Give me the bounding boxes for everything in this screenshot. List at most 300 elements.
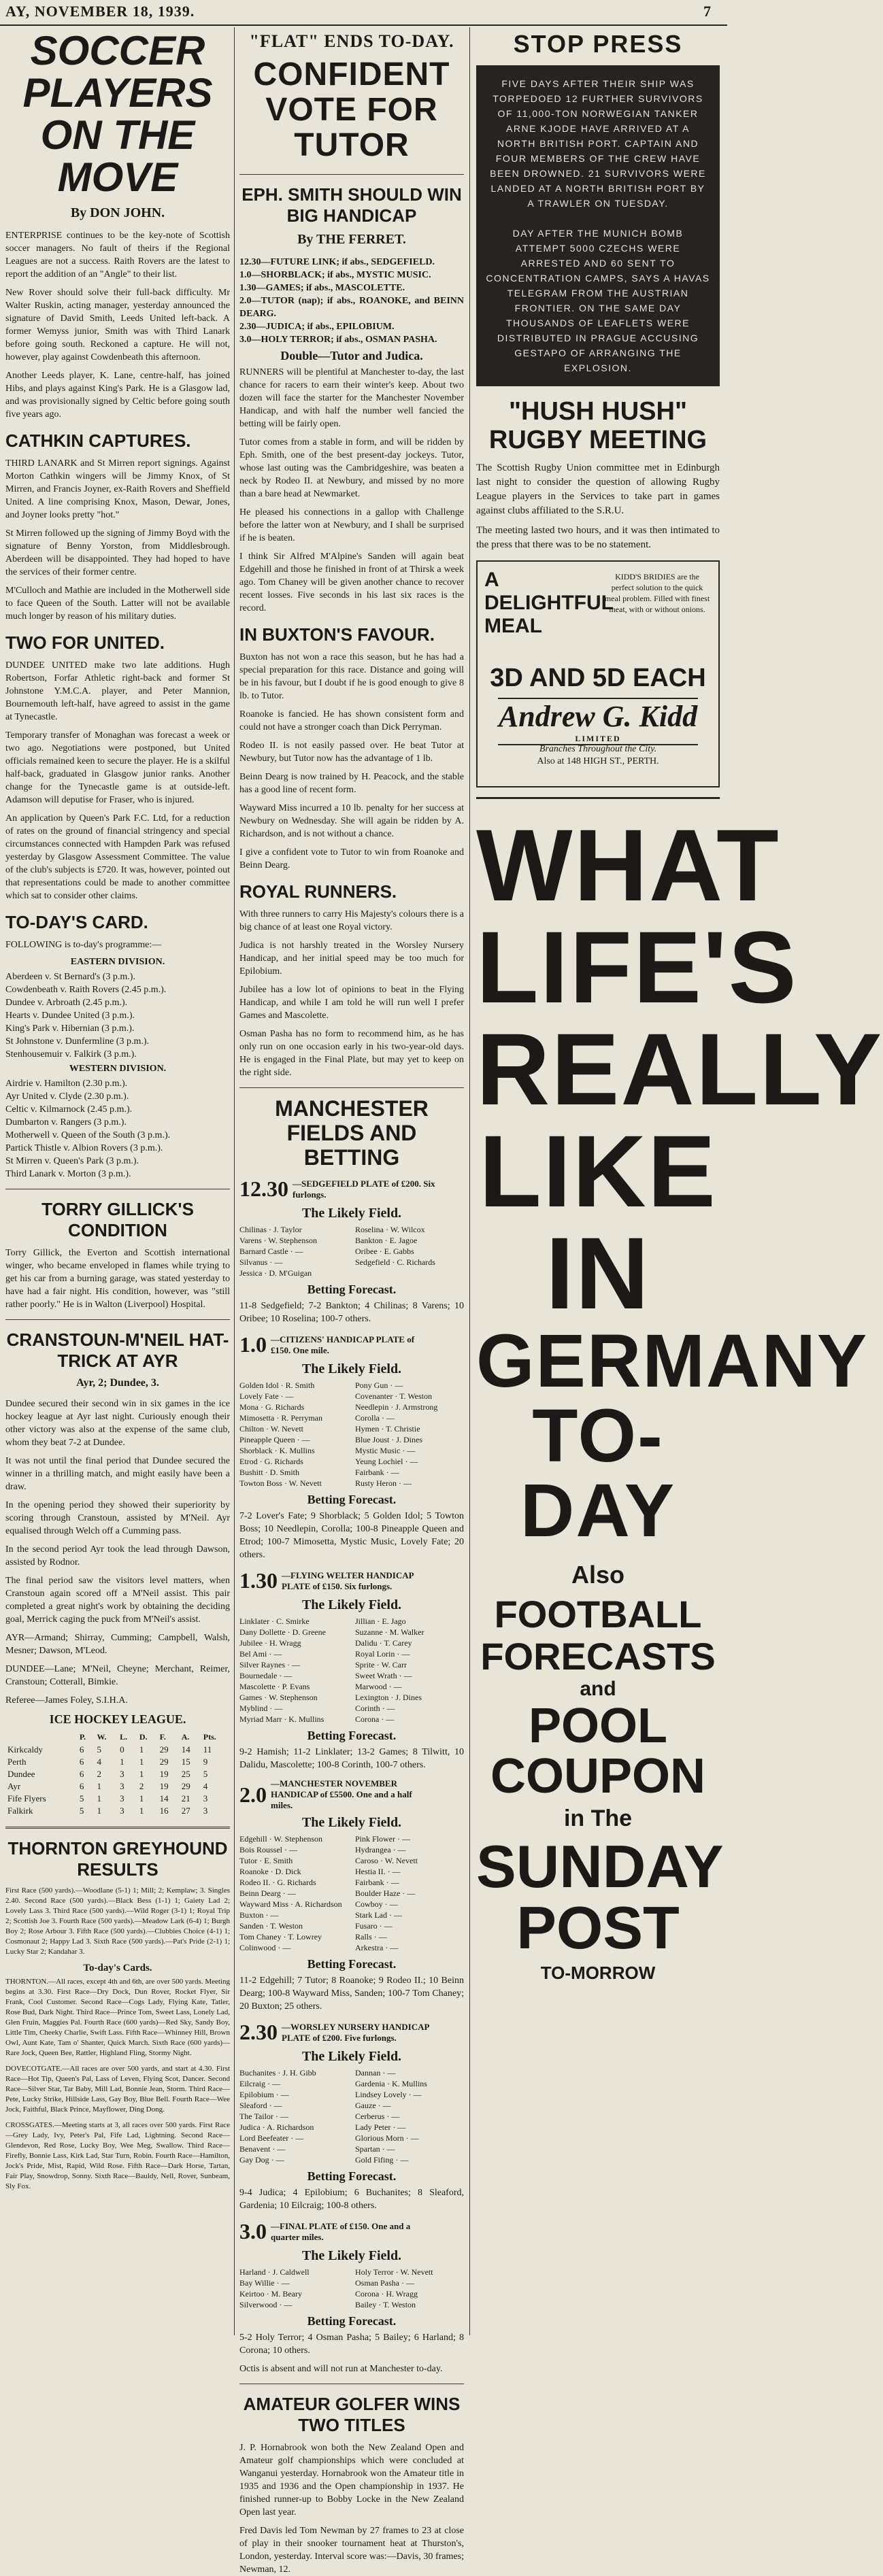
table-cell: Fife Flyers bbox=[7, 1793, 46, 1803]
page-date: AY, NOVEMBER 18, 1939. bbox=[5, 3, 195, 20]
race-time: 12.30 bbox=[239, 1176, 288, 1201]
runner: Epilobium · — bbox=[239, 2090, 289, 2099]
table-row bbox=[5, 1756, 230, 1768]
table-cell: 14 bbox=[159, 1793, 169, 1803]
table-cell: 25 bbox=[181, 1769, 190, 1779]
article-paragraph: New Rover should solve their full-back difficulty. Mr Walter Ruskin, acting manager, yesterday announced the signature of David Smith, Leeds United left-back. A former Wemyss junior, Smith was with Third Lanark before going south. Reckoned a capture. He will not, however, play against Cowdenbeath this afternoon. bbox=[5, 288, 230, 362]
runner: Gay Dog · — bbox=[239, 2155, 284, 2165]
runner: Barnard Castle · — bbox=[239, 1247, 303, 1256]
score-line: Ayr, 2; Dundee, 3. bbox=[76, 1377, 159, 1389]
runner: Blue Joust · J. Dines bbox=[355, 1435, 422, 1444]
selection: 12.30—FUTURE LINK; if abs., SEDGEFIELD. bbox=[239, 257, 435, 267]
fixture: Third Lanark v. Morton (3 p.m.). bbox=[5, 1169, 131, 1179]
runner: Harland · J. Caldwell bbox=[239, 2267, 310, 2277]
headline-manchester: MANCHESTER FIELDS AND BETTING bbox=[275, 1096, 429, 1170]
runner: Hymen · T. Christie bbox=[355, 1424, 420, 1434]
article-paragraph: The meeting lasted two hours, and it was then intimated to the press that there was to be no statement. bbox=[476, 525, 720, 550]
race-header bbox=[239, 2020, 464, 2045]
article-paragraph: Buxton has not won a race this season, but he has had a special preparation for this race. Distance and going will be in his favour, but I doubt if he is good enough to give 8 lb. to Tutor. bbox=[239, 652, 464, 701]
runner: Sweet Wrath · — bbox=[355, 1671, 412, 1680]
runner-list bbox=[239, 2267, 464, 2310]
betting-forecast-label: Betting Forecast. bbox=[307, 1729, 397, 1742]
article-paragraph: In the second period Ayr took the lead through Dawson, assisted by Rodnor. bbox=[5, 1544, 230, 1567]
article-paragraph: Judica is not harshly treated in the Worsley Nursery Handicap, and her initial speed may be too much for Epilobium. bbox=[239, 940, 464, 977]
runner: Rodeo II. · G. Richards bbox=[239, 1878, 316, 1887]
runner: Dalidu · T. Carey bbox=[355, 1638, 412, 1648]
advert-football: FOOTBALL bbox=[494, 1593, 702, 1636]
article-paragraph: Rodeo II. is not easily passed over. He beat Tutor at Newbury, but Tutor now has the advantage of 1 lb. bbox=[239, 741, 464, 764]
selection: 2.0—TUTOR (nap); if abs., ROANOKE, and BEINN DEARG. bbox=[239, 296, 464, 319]
stop-press-heading: STOP PRESS bbox=[513, 30, 683, 58]
article-paragraph: Octis is absent and will not run at Manchester to-day. bbox=[239, 2364, 443, 2374]
runner: Pink Flower · — bbox=[355, 1834, 410, 1844]
table-cell: 14 bbox=[181, 1744, 190, 1755]
table-cell: 29 bbox=[181, 1781, 190, 1791]
article-paragraph: It was not until the final period that Dundee secured the winner in a thrilling match, and might easily have been a draw. bbox=[5, 1456, 230, 1492]
likely-field-label: The Likely Field. bbox=[301, 2248, 402, 2263]
table-cell: 1 bbox=[97, 1781, 102, 1791]
subhead-eph-smith: EPH. SMITH SHOULD WIN BIG HANDICAP bbox=[241, 184, 462, 226]
fixture: Aberdeen v. St Bernard's (3 p.m.). bbox=[5, 972, 135, 982]
subhead-golfer: AMATEUR GOLFER WINS TWO TITLES bbox=[243, 2394, 461, 2435]
race-header bbox=[239, 2219, 464, 2244]
runner: Golden Idol · R. Smith bbox=[239, 1380, 315, 1390]
advert-and: and bbox=[580, 1678, 616, 1700]
article-paragraph: DUNDEE—Lane; M'Neil, Cheyne; Merchant, Reimer, Cranstoun; Cotterall, Bimkie. bbox=[5, 1664, 230, 1687]
table-cell: 4 bbox=[97, 1757, 102, 1767]
race-header bbox=[239, 1332, 464, 1357]
article-paragraph: THIRD LANARK and St Mirren report signings. Against Morton Cathkin wingers will be Jimmy Knox, of St Mirren, and Francis Joyner, ex-Raith Rovers and Sheffield United. A line comprising Knox, Mason, Dewar, Jones, and Joyner looks pretty "hot." bbox=[5, 458, 230, 520]
table-cell: 15 bbox=[181, 1757, 190, 1767]
article-paragraph: Roanoke is fancied. He has shown consistent form and could not have a stronger coach than Dick Perryman. bbox=[239, 709, 464, 732]
headline-tutor: CONFIDENT VOTE FOR TUTOR bbox=[253, 56, 450, 163]
race-header bbox=[239, 1176, 464, 1202]
runner-list bbox=[239, 1224, 464, 1278]
subhead-cathkin: CATHKIN CAPTURES. bbox=[5, 430, 191, 451]
runner: Sedgefield · C. Richards bbox=[355, 1257, 435, 1267]
subhead-buxton: IN BUXTON'S FAVOUR. bbox=[239, 624, 435, 645]
table-header-cell: P. bbox=[79, 1732, 86, 1742]
runner: Towton Boss · W. Nevett bbox=[239, 1478, 322, 1488]
runner: Hydrangea · — bbox=[355, 1845, 406, 1854]
advert-also: Also bbox=[571, 1561, 624, 1589]
advert-coupon: COUPON bbox=[490, 1749, 706, 1803]
runner: Mona · G. Richards bbox=[239, 1402, 305, 1412]
article-paragraph: I give a confident vote to Tutor to win from Roanoke and Beinn Dearg. bbox=[239, 847, 464, 870]
runner: Gauze · — bbox=[355, 2101, 391, 2110]
advert-sunday-post bbox=[476, 797, 883, 1984]
table-cell: 3 bbox=[120, 1769, 124, 1779]
runner: Royal Lorin · — bbox=[355, 1649, 410, 1659]
advert-blurb: KIDD'S BRIDIES are the perfect solution to the quick meal problem. Filled with finest meat, with or without onions. bbox=[604, 572, 710, 614]
division-title: EASTERN DIVISION. bbox=[70, 957, 165, 967]
runner-list bbox=[239, 1380, 464, 1489]
runner: Spartan · — bbox=[355, 2144, 395, 2154]
fixture: King's Park v. Hibernian (3 p.m.). bbox=[5, 1023, 135, 1034]
selection: 2.30—JUDICA; if abs., EPILOBIUM. bbox=[239, 322, 395, 332]
likely-field-label: The Likely Field. bbox=[301, 1361, 402, 1376]
runner: Dannan · — bbox=[355, 2068, 396, 2078]
fixture: Stenhousemuir v. Falkirk (3 p.m.). bbox=[5, 1049, 137, 1060]
table-cell: 1 bbox=[97, 1806, 102, 1816]
runner: Games · W. Stephenson bbox=[239, 1693, 318, 1702]
race-name: —FLYING WELTER HANDICAP PLATE of £150. Six furlongs. bbox=[282, 1570, 414, 1591]
table-cell: Dundee bbox=[7, 1769, 35, 1779]
table-header-cell: F. bbox=[159, 1732, 166, 1742]
fixture: Partick Thistle v. Albion Rovers (3 p.m.). bbox=[5, 1143, 163, 1153]
race-name: —WORSLEY NURSERY HANDICAP PLATE of £200. Five furlongs. bbox=[282, 2021, 429, 2043]
runner: Bois Roussel · — bbox=[239, 1845, 298, 1854]
headline-rugby: "HUSH HUSH" RUGBY MEETING bbox=[488, 397, 707, 454]
advert-kidd bbox=[476, 560, 720, 787]
runner: Caroso · W. Nevett bbox=[355, 1856, 418, 1865]
table-cell: 1 bbox=[139, 1769, 144, 1779]
runner: Silverwood · — bbox=[239, 2300, 293, 2309]
byline: By DON JOHN. bbox=[70, 205, 165, 220]
race-list bbox=[239, 1176, 464, 2357]
fixture: Cowdenbeath v. Raith Rovers (2.45 p.m.). bbox=[5, 985, 167, 995]
subhead-thornton: THORNTON GREYHOUND RESULTS bbox=[7, 1838, 228, 1880]
race-header bbox=[239, 1778, 464, 1811]
table-cell: 3 bbox=[120, 1793, 124, 1803]
runner-list bbox=[239, 1833, 464, 1953]
table-cell: 4 bbox=[203, 1781, 208, 1791]
likely-field-label: The Likely Field. bbox=[301, 1815, 402, 1830]
column-left bbox=[5, 27, 230, 2335]
results-paragraph: THORNTON.—All races, except 4th and 6th, are over 500 yards. Meeting begins at 3.30. First Race—Dry Dock, Dun Rover, Rocket Flyer, Sir Frank, Cool Customer. Second Race—Cogs Lady, Flying Kate, Tatler, Rose Bud, Dark Night. Third Race—Prince Tom, Sweet Lass, Lonely Lad, Glen Fruin, Maggies Pal. Fourth Race (600 yards)—Red Sky, Sandy Boy, Little Tim, Cheeky Charlie, Swift Lass. Fifth Race—Whinney Hill, Brown Owl, Aunt Kate, Tam o' Shanter, Quick March. Sixth Race (600 yards)—Rare Jock, Queen Bee, Rattler, Highland Fling, Stormy Night. bbox=[5, 1978, 230, 2057]
fixture: Ayr United v. Clyde (2.30 p.m.). bbox=[5, 1091, 129, 1102]
runner: Lovely Fate · — bbox=[239, 1391, 294, 1401]
table-cell: 1 bbox=[139, 1806, 144, 1816]
advert-sunday: SUNDAY bbox=[476, 1833, 724, 1900]
runner: Bushitt · D. Smith bbox=[239, 1468, 300, 1477]
table-cell: 5 bbox=[97, 1744, 102, 1755]
runner: Suzanne · M. Walker bbox=[355, 1627, 424, 1637]
betting-forecast-label: Betting Forecast. bbox=[307, 1283, 397, 1296]
article-paragraph: Referee—James Foley, S.I.H.A. bbox=[5, 1695, 128, 1706]
table-cell: Falkirk bbox=[7, 1806, 33, 1816]
advert-post: POST bbox=[516, 1894, 680, 1961]
betting-forecast-label: Betting Forecast. bbox=[307, 2314, 397, 2328]
article-paragraph: Jubilee has a low lot of opinions to beat in the Flying Handicap, and while I am told he will run well I prefer Games and Mascolette. bbox=[239, 985, 464, 1021]
runner: Lord Beefeater · — bbox=[239, 2133, 304, 2143]
advert-line: REALLY bbox=[476, 1012, 883, 1126]
table-cell: 3 bbox=[203, 1806, 208, 1816]
fixture: Dumbarton v. Rangers (3 p.m.). bbox=[5, 1117, 127, 1128]
table-header-cell: A. bbox=[181, 1732, 190, 1742]
table-row bbox=[5, 1793, 230, 1805]
race-name: —CITIZENS' HANDICAP PLATE of £150. One mile. bbox=[271, 1334, 415, 1355]
runner: Corinth · — bbox=[355, 1704, 395, 1713]
selection: 3.0—HOLY TERROR; if abs., OSMAN PASHA. bbox=[239, 335, 437, 345]
article-paragraph: Tutor comes from a stable in form, and will be ridden by Eph. Smith, one of the best present-day jockeys. Tutor, whose last outing was the Cambridgeshire, was beaten a neck by Rodeo II. at Newbury, and missed by no more than a bare head at Newmarket. bbox=[239, 437, 464, 499]
article-paragraph: Dundee secured their second win in six games in the ice hockey league at Ayr last night. Curiously enough their other victory was also at the expense of the same club, whom they beat 7-2 at Dundee. bbox=[5, 1399, 230, 1448]
runner: Bel Ami · — bbox=[239, 1649, 282, 1659]
runner: Shorblack · K. Mullins bbox=[239, 1446, 315, 1455]
table-cell: 1 bbox=[139, 1793, 144, 1803]
betting-forecast-label: Betting Forecast. bbox=[307, 1957, 397, 1971]
table-cell: 21 bbox=[181, 1793, 190, 1803]
runner: Oribee · E. Gabbs bbox=[355, 1247, 414, 1256]
article-paragraph: M'Culloch and Mathie are included in the Motherwell side to face Queen of the South. Latter will not be available much longer by reason of his military duties. bbox=[5, 586, 230, 622]
table-header-cell: Pts. bbox=[203, 1732, 216, 1742]
race-header bbox=[239, 1568, 464, 1593]
brand-name: Andrew G. Kidd bbox=[498, 700, 698, 733]
table-cell: 1 bbox=[97, 1793, 102, 1803]
race-time: 1.0 bbox=[239, 1332, 267, 1357]
runner: Edgehill · W. Stephenson bbox=[239, 1834, 322, 1844]
runner: Ralls · — bbox=[355, 1932, 387, 1942]
table-cell: 5 bbox=[203, 1769, 208, 1779]
fixture: St Mirren v. Queen's Park (3 p.m.). bbox=[5, 1156, 139, 1166]
runner: Tutor · E. Smith bbox=[239, 1856, 293, 1865]
card-intro: FOLLOWING is to-day's programme:— bbox=[5, 940, 162, 950]
runner: Holy Terror · W. Nevett bbox=[355, 2267, 433, 2277]
advert-brand bbox=[498, 698, 698, 745]
advert-line: TO-DAY bbox=[520, 1394, 676, 1553]
runner: Judica · A. Richardson bbox=[239, 2122, 314, 2132]
race-card bbox=[239, 2020, 464, 2212]
results-paragraph: CROSSGATES.—Meeting starts at 3, all races over 500 yards. First Race—Grey Lady, Ivy, Peter's Pal, Fife Lad, Lightning. Second Race—Glendevon, Red Rose, Lucky Boy, Wee Meg, Swallow. Third Race—Firefly, Bonnie Lass, Kirk Lad, Star Turn, Robin. Fourth Race—Hamilton, Jock's Pride, Mist, Rapid, Wild Rose. Fifth Race—Dark Horse, Tartan, Fair Play, Snowdrop, Sonny. Sixth Race—Bauldy, Nell, Rover, Sunbeam, Sly Fox. bbox=[5, 2121, 230, 2190]
advert-line: LIKE bbox=[479, 1114, 717, 1228]
article-paragraph: ENTERPRISE continues to be the key-note of Scottish soccer managers. No fault of theirs if the Regional Leagues are not a success. Raith Rovers are the latest to report the addition of an "Angle" to their list. bbox=[5, 231, 230, 279]
article-paragraph: In the opening period they showed their superiority by scoring through Cranstoun, assisted by M'Neil. Ayr equalised through Welch off a Cumming pass. bbox=[5, 1500, 230, 1536]
runner: Bailey · T. Weston bbox=[355, 2300, 416, 2309]
table-cell: 6 bbox=[79, 1769, 84, 1779]
runner: Keirtoo · M. Beary bbox=[239, 2289, 302, 2299]
table-cell: 6 bbox=[79, 1757, 84, 1767]
article-paragraph: I think Sir Alfred M'Alpine's Sanden will again beat Edgehill and those he finished in front of at Thirsk a week ago. Tom Chaney will be given another chance to recover recent losses. Five seconds in his last six races is the record. bbox=[239, 552, 464, 613]
runner: Rusty Heron · — bbox=[355, 1478, 412, 1488]
subhead-united: TWO FOR UNITED. bbox=[5, 632, 165, 653]
table-cell: 5 bbox=[79, 1806, 84, 1816]
article-paragraph: Wayward Miss incurred a 10 lb. penalty for her success at Newbury on Wednesday. She will again be ridden by A. Richardson, and is not without a chance. bbox=[239, 803, 464, 839]
likely-field-label: The Likely Field. bbox=[301, 2049, 402, 2064]
runner: Pony Gun · — bbox=[355, 1380, 403, 1390]
article-paragraph: The final period saw the visitors level matters, when Cranstoun again scored off a M'Neil assist. This pair completed a great night's work by obtaining the deciding goal, Merrick caging the puck from M'Neil's assist. bbox=[5, 1576, 230, 1625]
fixture: Hearts v. Dundee United (3 p.m.). bbox=[5, 1011, 135, 1021]
runner: Marwood · — bbox=[355, 1682, 402, 1691]
runner: Bay Willie · — bbox=[239, 2278, 290, 2288]
advert-line: GERMANY bbox=[476, 1319, 869, 1403]
fixture: Celtic v. Kilmarnock (2.45 p.m.). bbox=[5, 1104, 133, 1115]
article-paragraph: St Mirren followed up the signing of Jimmy Boyd with the signature of Benny Yorston, from Middlesbrough. Aberdeen will be disappointed. They had hoped to have the services of their former centre. bbox=[5, 528, 230, 577]
selection: 1.30—GAMES; if abs., MASCOLETTE. bbox=[239, 283, 405, 293]
article-paragraph: J. P. Hornabrook won both the New Zealand Open and Amateur golf championships which were concluded at Wanganui yesterday. Hornabrook won the Amateur title in 1935 and 1936 and the Open championship in 1937. He finished runner-up to Bobby Locke in the New Zealand Open last year. bbox=[239, 2443, 464, 2518]
league-table bbox=[5, 1731, 230, 1817]
article-paragraph: The Scottish Rugby Union committee met in Edinburgh last night to consider the question of allowing Rugby League players in the Services to take part in games against clubs affiliated to the S.R.U. bbox=[476, 462, 720, 516]
advert-price: 3D AND 5D EACH bbox=[490, 664, 706, 692]
runner: Boulder Haze · — bbox=[355, 1888, 416, 1898]
page-header bbox=[0, 0, 727, 26]
runner: Pineapple Queen · — bbox=[239, 1435, 310, 1444]
headline-soccer: SOCCER PLAYERS ON THE MOVE bbox=[22, 28, 213, 200]
article-paragraph: Osman Pasha has no form to recommend him, as he has only run on one occasion early in his two-year-old days. He is engaged in the Final Plate, but may yet to keep on the right side. bbox=[239, 1029, 464, 1078]
brand-limited: LIMITED bbox=[575, 734, 621, 743]
table-row bbox=[5, 1805, 230, 1817]
runner: Osman Pasha · — bbox=[355, 2278, 414, 2288]
article-paragraph: Temporary transfer of Monaghan was forecast a week or two ago. Negotiations were postponed, but United officials remained keen to secure the player. He is a skilful half-back, graduated in Glasgow junior ranks. Another change for the Tynecastle game is at outside-left. Adamson will deputise for Fraser, who is injured. bbox=[5, 730, 230, 805]
fixture: Airdrie v. Hamilton (2.30 p.m.). bbox=[5, 1079, 128, 1089]
table-cell: Perth bbox=[7, 1757, 27, 1767]
runner: Glorious Morn · — bbox=[355, 2133, 419, 2143]
table-cell: 11 bbox=[203, 1744, 212, 1755]
runner: Linklater · C. Smirke bbox=[239, 1616, 310, 1626]
race-card bbox=[239, 1568, 464, 1772]
kicker: "FLAT" ENDS TO-DAY. bbox=[249, 31, 454, 51]
runner: Buchanites · J. H. Gibb bbox=[239, 2068, 316, 2078]
runner: Dany Dollette · D. Greene bbox=[239, 1627, 326, 1637]
table-row bbox=[5, 1744, 230, 1756]
advert-line: IN bbox=[546, 1216, 650, 1330]
betting-forecast: 11-8 Sedgefield; 7-2 Bankton; 4 Chilinas; 8 Varens; 10 Oribee; 10 Roselina; 100-7 others. bbox=[239, 1301, 464, 1324]
race-card bbox=[239, 1778, 464, 2013]
runner: Varens · W. Stephenson bbox=[239, 1236, 317, 1245]
runner: Chilton · W. Nevett bbox=[239, 1424, 303, 1434]
advert-line: LIFE'S bbox=[476, 910, 798, 1024]
article-paragraph: Fred Davis led Tom Newman by 27 frames to 23 at close of play in their snooker tournament heat at Thurston's, London, yesterday. Interval score was:—Davis, 30 frames; Newman, 12. bbox=[239, 2526, 464, 2575]
runner: Silvanus · — bbox=[239, 1257, 283, 1267]
table-cell: 1 bbox=[139, 1744, 144, 1755]
runner: Tom Chaney · T. Lowrey bbox=[239, 1932, 322, 1942]
betting-forecast: 7-2 Lover's Fate; 9 Shorblack; 5 Golden Idol; 5 Towton Boss; 10 Needlepin, Corolla; 100-8 Pineapple Queen and Etrod; 100-7 Mimosetta, Mystic Music, Lovely Fate; 20 others. bbox=[239, 1511, 464, 1560]
advert-line: WHAT bbox=[476, 808, 780, 922]
table-cell: Kirkcaldy bbox=[7, 1744, 43, 1755]
article-paragraph: Torry Gillick, the Everton and Scottish international winger, who became enveloped in flames while trying to get his car from a burning garage, was stated yesterday to have had a fair night. His condition, however, was "still rather poorly." He is in Walton (Liverpool) Hospital. bbox=[5, 1248, 230, 1310]
subhead-ice-hockey: ICE HOCKEY LEAGUE. bbox=[49, 1712, 186, 1726]
article-paragraph: DUNDEE UNITED make two late additions. Hugh Robertson, Forfar Athletic right-back and former St Johnstone Y.M.C.A. player, and Peter Mannion, Bournemouth left-half, have agreed to assist in the game at Tynecastle. bbox=[5, 660, 230, 722]
runner: Bankton · E. Jagoe bbox=[355, 1236, 418, 1245]
race-time: 2.0 bbox=[239, 1782, 267, 1807]
article-paragraph: AYR—Armand; Shirray, Cumming; Campbell, Walsh, Mesner; Dawson, M'Leod. bbox=[5, 1633, 230, 1656]
runner: Myriad Marr · K. Mullins bbox=[239, 1714, 324, 1724]
article-paragraph: With three runners to carry His Majesty's colours there is a big chance of at least one Royal victory. bbox=[239, 909, 464, 932]
advert-address: Also at 148 HIGH ST., PERTH. bbox=[537, 756, 659, 766]
runner-list bbox=[239, 1616, 464, 1725]
table-cell: 3 bbox=[120, 1806, 124, 1816]
runner: Jubilee · H. Wragg bbox=[239, 1638, 301, 1648]
runner: Fusaro · — bbox=[355, 1921, 393, 1931]
runner: Mystic Music · — bbox=[355, 1446, 416, 1455]
runner: Myblind · — bbox=[239, 1704, 283, 1713]
subhead-gillick: TORRY GILLICK'S CONDITION bbox=[41, 1199, 194, 1240]
table-row bbox=[5, 1768, 230, 1780]
runner: Sprite · W. Carr bbox=[355, 1660, 407, 1670]
runner-list bbox=[239, 2067, 464, 2165]
table-cell: 19 bbox=[159, 1781, 169, 1791]
runner: Silver Raynes · — bbox=[239, 1660, 300, 1670]
race-name: —MANCHESTER NOVEMBER HANDICAP of £5500. One and a half miles. bbox=[271, 1778, 412, 1810]
runner: Sleaford · — bbox=[239, 2101, 282, 2110]
table-cell: 1 bbox=[139, 1757, 144, 1767]
stop-press-item: FIVE DAYS AFTER THEIR SHIP WAS TORPEDOED 12 FURTHER SURVIVORS OF 11,000-TON NORWEGIAN TANKER ARNE KJODE HAVE ARRIVED AT A NORTH BRITISH PORT. CAPTAIN AND FOUR MEMBERS OF THE CREW HAVE BEEN DROWNED. 21 SURVIVORS WERE LANDED AT A NORTH BRITISH PORT BY A TRAWLER ON TUESDAY. bbox=[490, 78, 706, 209]
divider bbox=[5, 1319, 230, 1320]
runner: Gold Fifing · — bbox=[355, 2155, 409, 2165]
betting-forecast-label: Betting Forecast. bbox=[307, 2169, 397, 2183]
table-cell: 2 bbox=[139, 1781, 144, 1791]
runner: Mascolette · P. Evans bbox=[239, 1682, 310, 1691]
runner: Lexington · J. Dines bbox=[355, 1693, 422, 1702]
advert-pool: POOL bbox=[528, 1699, 667, 1753]
table-cell: 3 bbox=[203, 1793, 208, 1803]
selection: 1.0—SHORBLACK; if abs., MYSTIC MUSIC. bbox=[239, 270, 431, 280]
race-name: —SEDGEFIELD PLATE of £200. Six furlongs. bbox=[293, 1178, 435, 1200]
results-paragraph: DOVECOTGATE.—All races are over 500 yards, and start at 4.30. First Race—Hot Tip, Queen's Pal, Lass of Leven, Flying Scot, Dancer. Second Race—Silver Star, Tar Baby, Mill Lad, Bonnie Jean, Storm. Third Race—Pete, Lucky Strike, Hillside Lass, Gay Boy, Blue Bell. Fourth Race—Wee Jock, Faithful, Black Prince, Mayflower, Ding Dong. bbox=[5, 2065, 230, 2114]
runner: Beinn Dearg · — bbox=[239, 1888, 296, 1898]
article-paragraph: An application by Queen's Park F.C. Ltd, for a reduction of rates on the ground of financial stringency and special circumstances connected with Hampden Park was refused yesterday by Glasgow Assessment Committee. The value of the club's subjects is £720. It was, however, pointed out that representations could be made to another committee which sat to consider other claims. bbox=[5, 813, 230, 901]
table-cell: 16 bbox=[159, 1806, 169, 1816]
runner: Buxton · — bbox=[239, 1910, 279, 1920]
stop-press-box bbox=[476, 65, 720, 386]
runner: Jessica · D. M'Guigan bbox=[239, 1268, 312, 1278]
division-title: WESTERN DIVISION. bbox=[69, 1064, 167, 1074]
table-row bbox=[5, 1780, 230, 1793]
table-cell: 2 bbox=[97, 1769, 102, 1779]
fixture: Dundee v. Arbroath (2.45 p.m.). bbox=[5, 998, 128, 1008]
table-cell: 9 bbox=[203, 1757, 208, 1767]
betting-forecast: 9-2 Hamish; 11-2 Linklater; 13-2 Games; 8 Tilwitt, 10 Dalidu, Mascolette; 100-8 Corinth, 100-7 others. bbox=[239, 1747, 464, 1770]
advert-tomorrow: TO-MORROW bbox=[540, 1963, 656, 1983]
runner: Jillian · E. Jago bbox=[355, 1616, 406, 1626]
divider bbox=[239, 1087, 464, 1088]
subhead-card: TO-DAY'S CARD. bbox=[5, 912, 148, 932]
runner: Lindsey Lovely · — bbox=[355, 2090, 422, 2099]
race-card bbox=[239, 1332, 464, 1561]
runner: Etrod · G. Richards bbox=[239, 1457, 303, 1466]
fixture: Motherwell v. Queen of the South (3 p.m.). bbox=[5, 1130, 171, 1140]
runner: Wayward Miss · A. Richardson bbox=[239, 1899, 342, 1909]
article-paragraph: RUNNERS will be plentiful at Manchester to-day, the last chance for racers to earn their winter's keep. About two dozen will face the starter for the Manchester November Handicap, and with half the number well fancied the betting will be fairly open. bbox=[239, 367, 464, 429]
runner: Corona · — bbox=[355, 1714, 395, 1724]
article-paragraph: Beinn Dearg is now trained by H. Peacock, and the stable has a good line of recent form. bbox=[239, 772, 464, 795]
runner: Benavent · — bbox=[239, 2144, 286, 2154]
runner: Fairbank · — bbox=[355, 1468, 399, 1477]
likely-field-label: The Likely Field. bbox=[301, 1206, 402, 1221]
race-name: —FINAL PLATE of £150. One and a quarter miles. bbox=[271, 2220, 411, 2242]
race-time: 1.30 bbox=[239, 1568, 278, 1593]
runner: Cerberus · — bbox=[355, 2112, 400, 2121]
advert-in-the: in The bbox=[563, 1806, 633, 1831]
table-header-row bbox=[5, 1731, 230, 1744]
table-cell: 3 bbox=[120, 1781, 124, 1791]
betting-forecast: 11-2 Edgehill; 7 Tutor; 8 Roanoke; 9 Rodeo II.; 10 Beinn Dearg; 100-8 Wayward Miss, Sanden; 100-7 Tom Chaney; 20 Buxton; 25 others. bbox=[239, 1976, 464, 2012]
runner: Corona · H. Wragg bbox=[355, 2289, 418, 2299]
subhead-royal: ROYAL RUNNERS. bbox=[239, 881, 397, 902]
advert-forecasts: FORECASTS bbox=[480, 1635, 716, 1678]
table-cell: 29 bbox=[159, 1744, 169, 1755]
table-cell: 1 bbox=[120, 1757, 124, 1767]
likely-field-label: The Likely Field. bbox=[301, 1597, 402, 1612]
subhead-cranstoun: CRANSTOUN-M'NEIL HAT-TRICK AT AYR bbox=[6, 1329, 229, 1371]
table-header-cell: W. bbox=[97, 1732, 107, 1742]
page-number: 7 bbox=[703, 3, 711, 20]
table-cell: 5 bbox=[79, 1793, 84, 1803]
divider bbox=[5, 1827, 230, 1829]
betting-forecast: 9-4 Judica; 4 Epilobium; 6 Buchanites; 8 Sleaford, Gardenia; 10 Eilcraig; 100-8 others. bbox=[239, 2188, 464, 2211]
runner: Roselina · W. Wilcox bbox=[355, 1225, 425, 1234]
table-cell: 6 bbox=[79, 1781, 84, 1791]
runner: Corolla · — bbox=[355, 1413, 395, 1423]
article-paragraph: Another Leeds player, K. Lane, centre-half, has joined Hibs, and plays against King's Park. He is a Glasgow lad, and was provisionally signed by Celtic before going south five years ago. bbox=[5, 371, 230, 420]
table-header-cell bbox=[5, 1731, 78, 1744]
runner: Arkestra · — bbox=[355, 1943, 399, 1952]
stop-press-item: DAY AFTER THE MUNICH BOMB ATTEMPT 5000 CZECHS WERE ARRESTED AND 60 SENT TO CONCENTRATION CAMPS, SAYS A HAVAS TELEGRAM FROM THE AUSTRIAN FRONTIER. ON THE SAME DAY THOUSANDS OF LEAFLETS WERE DISTRIBUTED IN PRAGUE ACCUSING GESTAPO OF ARRANGING THE EXPLOSION. bbox=[486, 228, 710, 373]
table-cell: 0 bbox=[120, 1744, 124, 1755]
table-header-cell: L. bbox=[120, 1732, 128, 1742]
double-tip: Double—Tutor and Judica. bbox=[280, 349, 423, 362]
runner: Sanden · T. Weston bbox=[239, 1921, 303, 1931]
runner: Roanoke · D. Dick bbox=[239, 1867, 301, 1876]
